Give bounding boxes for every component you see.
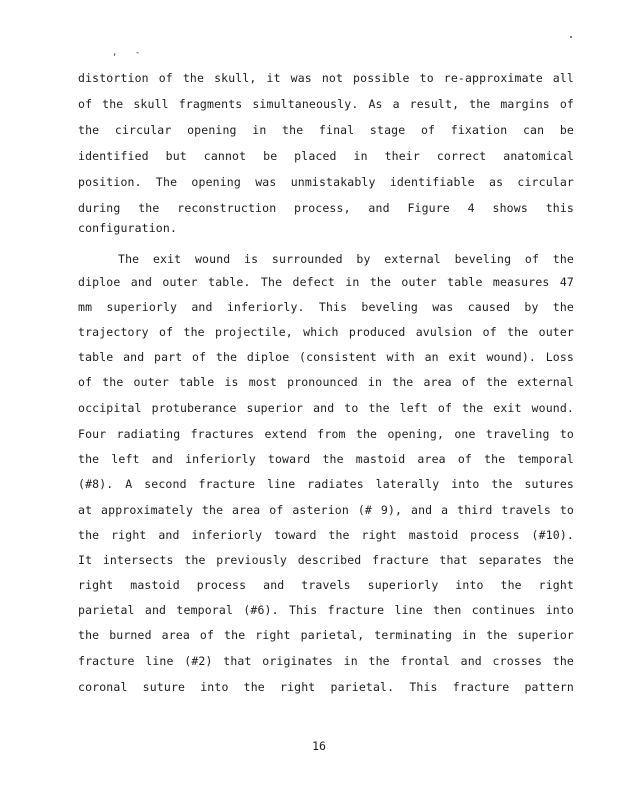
text-line: the right and inferiorly toward the right mastoid process (#10). bbox=[78, 528, 574, 542]
text-line: the left and inferiorly toward the mastoid area of the temporal bbox=[78, 452, 574, 466]
text-line: of the skull fragments simultaneously. As a result, the margins of bbox=[78, 97, 574, 111]
paragraph-first-line: The exit wound is surrounded by external beveling of the bbox=[118, 252, 574, 266]
text-line: coronal suture into the right parietal. This fracture pattern bbox=[78, 680, 574, 694]
text-line: of the outer table is most pronounced in the area of the external bbox=[78, 375, 574, 389]
text-line: mm superiorly and inferiorly. This beveling was caused by the bbox=[78, 300, 574, 314]
text-line: the circular opening in the final stage of fixation can be bbox=[78, 123, 574, 137]
text-line: the burned area of the right parietal, terminating in the superior bbox=[78, 628, 574, 642]
text-line: right mastoid process and travels superiorly into the right bbox=[78, 578, 574, 592]
text-line: (#8). A second fracture line radiates laterally into the sutures bbox=[78, 477, 574, 491]
text-line: position. The opening was unmistakably identifiable as circular bbox=[78, 175, 574, 189]
text-line: at approximately the area of asterion (# 9), and a third travels to bbox=[78, 503, 574, 517]
text-line: fracture line (#2) that originates in the frontal and crosses the bbox=[78, 654, 574, 668]
text-line: Four radiating fractures extend from the opening, one traveling to bbox=[78, 427, 574, 441]
text-line: distortion of the skull, it was not possible to re-approximate all bbox=[78, 71, 574, 85]
text-line: identified but cannot be placed in their correct anatomical bbox=[78, 149, 574, 163]
text-line: diploe and outer table. The defect in the outer table measures 47 bbox=[78, 275, 574, 289]
text-line: during the reconstruction process, and Figure 4 shows this bbox=[78, 201, 574, 215]
text-line: It intersects the previously described fracture that separates the bbox=[78, 553, 574, 567]
text-line: table and part of the diploe (consistent with an exit wound). Loss bbox=[78, 350, 574, 364]
page-number: 16 bbox=[312, 739, 326, 753]
top-marks: , - bbox=[112, 48, 147, 58]
text-line: trajectory of the projectile, which produced avulsion of the outer bbox=[78, 325, 574, 339]
stray-mark bbox=[570, 36, 572, 38]
text-line: configuration. bbox=[78, 221, 178, 235]
text-line: parietal and temporal (#6). This fracture line then continues into bbox=[78, 603, 574, 617]
text-line: occipital protuberance superior and to the left of the exit wound. bbox=[78, 401, 574, 415]
